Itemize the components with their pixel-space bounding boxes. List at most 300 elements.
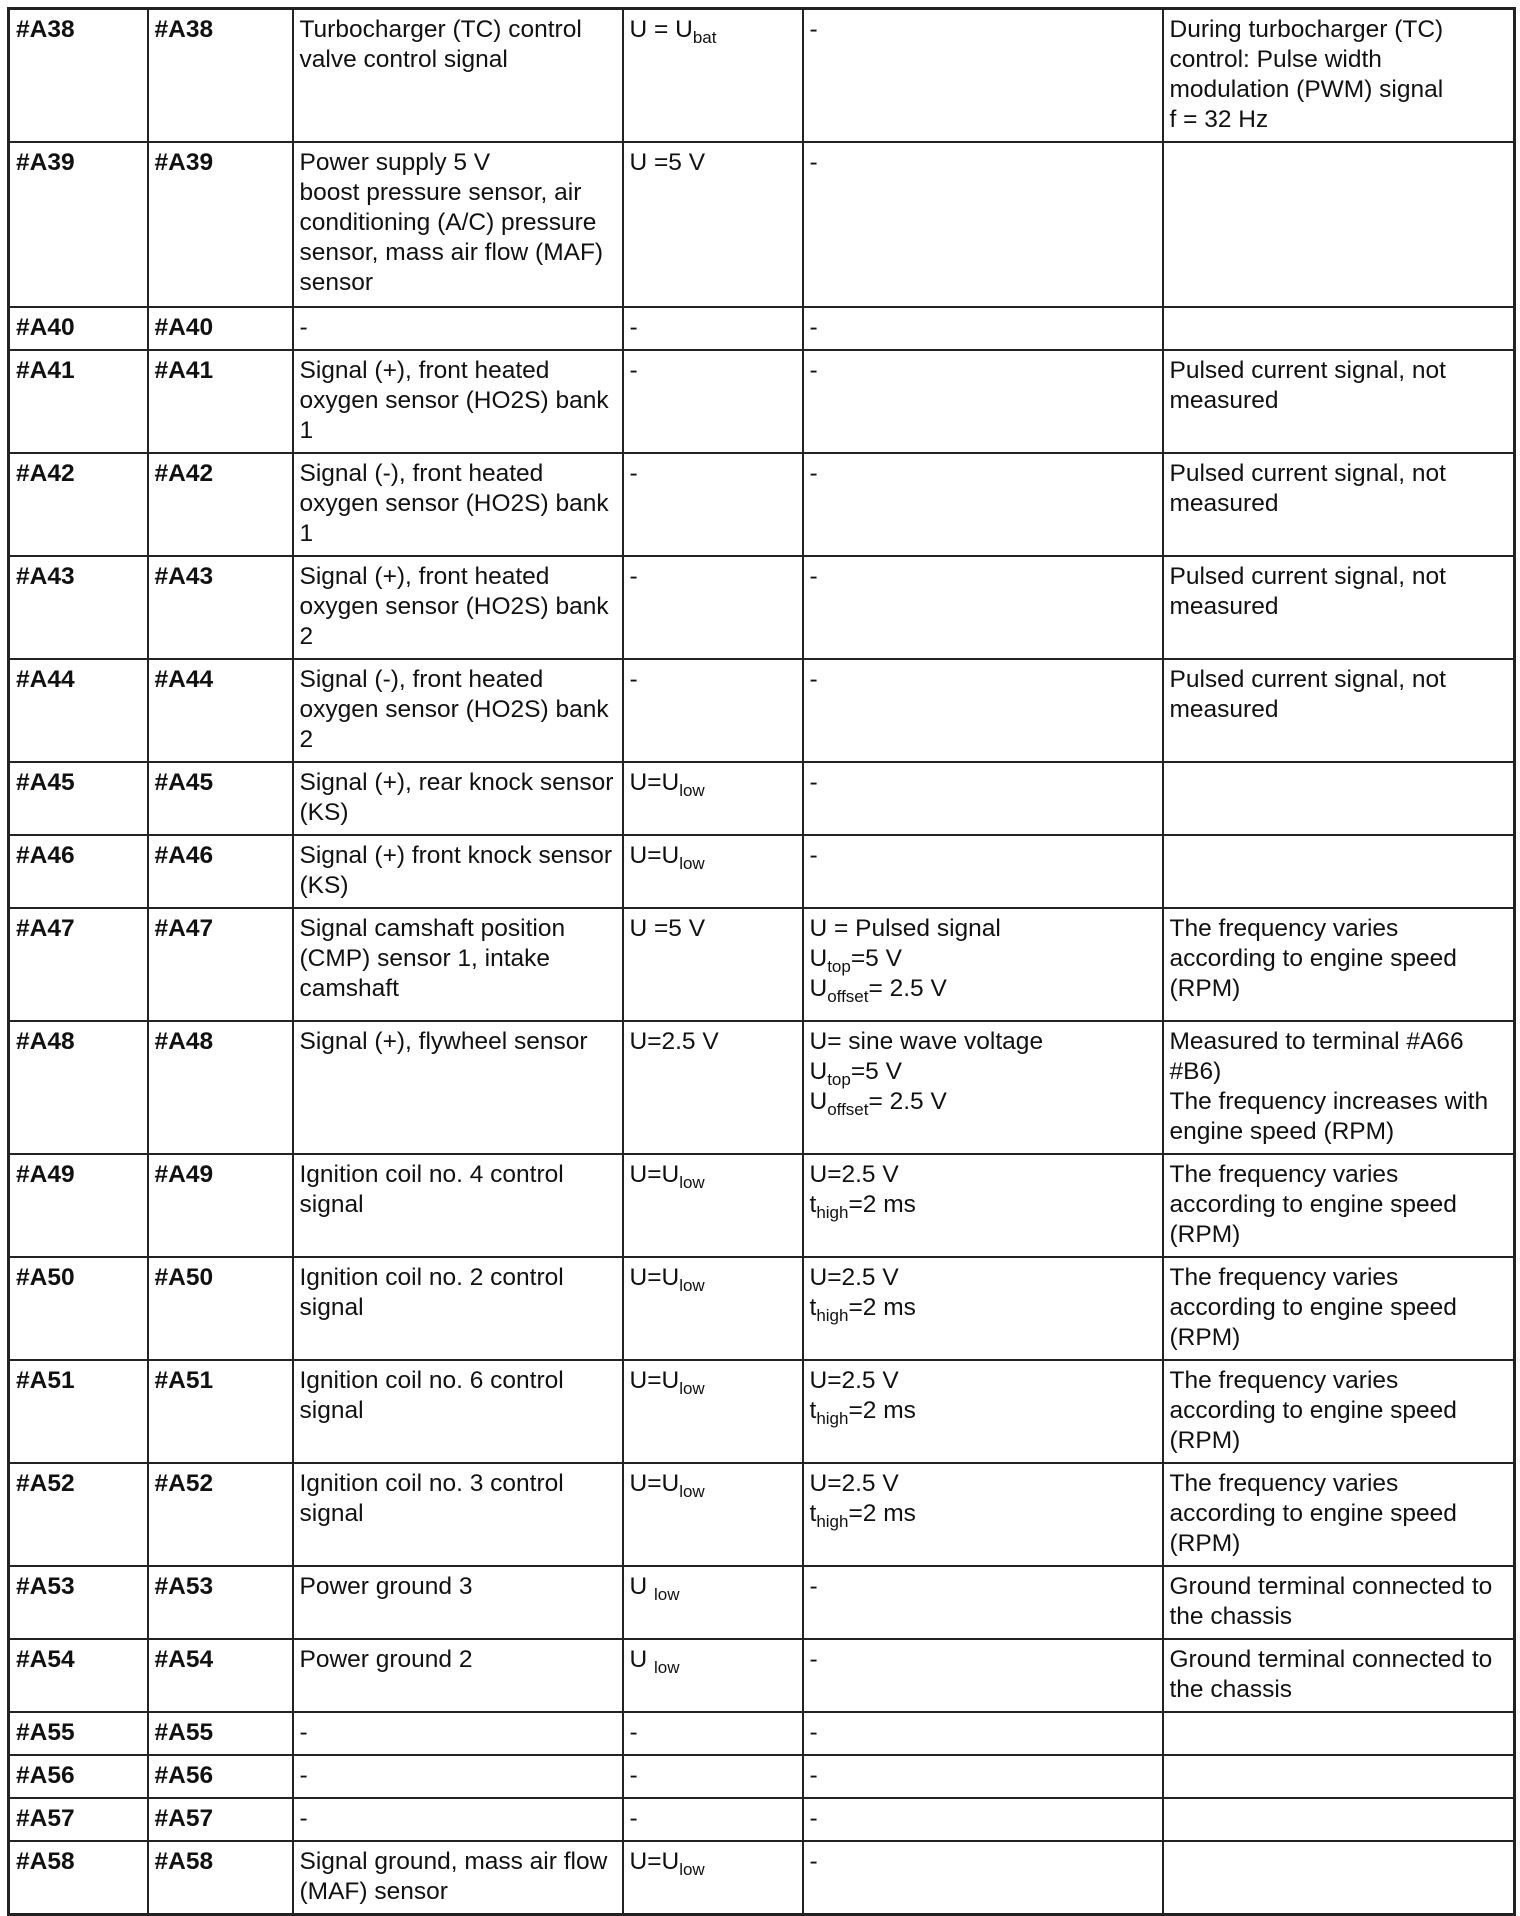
description-text: Power ground 2 [299, 1646, 473, 1673]
signal-line [810, 1087, 1156, 1117]
voltage-value [630, 768, 796, 798]
signal-line-text: U [809, 945, 828, 972]
voltage-cell [623, 1841, 803, 1915]
description-text: Ignition coil no. 6 control signal [299, 1367, 564, 1424]
note-line: The frequency varies according to engine speed (RPM) [1169, 1264, 1457, 1351]
signal-line [810, 1263, 1156, 1293]
signal-line-subscript: high [816, 1512, 849, 1531]
voltage-value [630, 914, 796, 944]
signal-line-text: - [809, 563, 818, 590]
signal-line-suffix: =2 ms [848, 1191, 916, 1218]
voltage-value-text: U [629, 1646, 654, 1673]
voltage-cell [623, 762, 803, 835]
notes-cell [1163, 1360, 1515, 1463]
notes-cell [1163, 556, 1515, 659]
signal-line-text: U [809, 1058, 828, 1085]
pin-cell-2: #A58 [148, 1841, 293, 1915]
signal-line [810, 562, 1156, 592]
voltage-value-text: - [629, 1805, 638, 1832]
description-cell [293, 1639, 623, 1712]
table-row [9, 1566, 1515, 1639]
table-row [9, 142, 1515, 307]
notes-cell [1163, 1566, 1515, 1639]
signal-line [810, 1027, 1156, 1057]
notes-cell [1163, 1257, 1515, 1360]
pin-cell: #A43 [9, 556, 148, 659]
table-row [9, 659, 1515, 762]
note-line: Pulsed current signal, not measured [1169, 563, 1446, 620]
signal-line [810, 665, 1156, 695]
voltage-value-text: U=U [629, 1848, 680, 1875]
signal-line-suffix: =2 ms [848, 1397, 916, 1424]
voltage-value [630, 1645, 796, 1675]
signal-line [810, 1847, 1156, 1877]
pin-cell-2: #A41 [148, 350, 293, 453]
pin-cell-2: #A47 [148, 908, 293, 1021]
note-line: Measured to terminal #A66 #B6) [1169, 1028, 1464, 1085]
pin-cell-2: #A40 [148, 307, 293, 350]
signal-line-text: t [809, 1294, 817, 1321]
pin-cell-2: #A43 [148, 556, 293, 659]
table-row [9, 307, 1515, 350]
description-cell [293, 1712, 623, 1755]
notes-cell [1163, 1798, 1515, 1841]
table-row [9, 1021, 1515, 1154]
description-text: Signal (-), front heated oxygen sensor (HO2S) bank 1 [299, 460, 609, 547]
signal-line [810, 1761, 1156, 1791]
signal-line-text: - [809, 1573, 818, 1600]
voltage-value-subscript: low [679, 781, 705, 800]
signal-cell [803, 659, 1163, 762]
signal-line-text: U=2.5 V [809, 1161, 899, 1188]
signal-line-text: U= sine wave voltage [809, 1028, 1044, 1055]
signal-line-text: - [809, 1719, 818, 1746]
description-cell [293, 762, 623, 835]
notes-cell [1163, 908, 1515, 1021]
voltage-value-subscript: low [679, 1173, 705, 1192]
description-extra-text: boost pressure sensor, air conditioning (A/C) pressure sensor, mass air flow (MAF) sensor [299, 179, 604, 296]
pin-cell-2: #A38 [148, 9, 293, 143]
signal-line [810, 1804, 1156, 1834]
voltage-value-subscript: low [679, 1860, 705, 1879]
description-text: Signal camshaft position (CMP) sensor 1, intake camshaft [299, 915, 566, 1002]
pin-table-container [7, 7, 1513, 1916]
signal-line [810, 1718, 1156, 1748]
signal-cell [803, 1360, 1163, 1463]
description-text: Power ground 3 [299, 1573, 473, 1600]
voltage-value [630, 459, 796, 489]
description-cell [293, 1841, 623, 1915]
notes-cell [1163, 1712, 1515, 1755]
signal-line-suffix: = 2.5 V [868, 975, 947, 1002]
voltage-value-text: U =5 V [629, 915, 706, 942]
voltage-value-subscript: low [679, 854, 705, 873]
signal-line-subscript: high [816, 1306, 849, 1325]
voltage-value-text: U=U [629, 1367, 680, 1394]
voltage-cell [623, 908, 803, 1021]
signal-line [810, 768, 1156, 798]
signal-cell [803, 762, 1163, 835]
pin-cell-2: #A51 [148, 1360, 293, 1463]
signal-cell [803, 1021, 1163, 1154]
table-row [9, 1755, 1515, 1798]
voltage-cell [623, 1755, 803, 1798]
description-cell [293, 307, 623, 350]
signal-line [810, 1469, 1156, 1499]
description-cell [293, 1021, 623, 1154]
voltage-value-text: U=U [629, 769, 680, 796]
note-line: The frequency increases with engine speed (RPM) [1169, 1088, 1489, 1145]
table-row [9, 762, 1515, 835]
description-text: Power supply 5 V [299, 149, 491, 176]
pin-cell: #A46 [9, 835, 148, 908]
signal-line-text: - [809, 1646, 818, 1673]
table-row [9, 350, 1515, 453]
voltage-value-text: U=2.5 V [629, 1028, 719, 1055]
pin-cell-2: #A46 [148, 835, 293, 908]
signal-line [810, 148, 1156, 178]
voltage-cell [623, 835, 803, 908]
signal-line-text: t [809, 1500, 817, 1527]
signal-cell [803, 1841, 1163, 1915]
pin-cell: #A40 [9, 307, 148, 350]
notes-cell [1163, 453, 1515, 556]
signal-line-text: - [809, 314, 818, 341]
voltage-value-text: - [629, 563, 638, 590]
pin-cell-2: #A49 [148, 1154, 293, 1257]
description-cell [293, 1154, 623, 1257]
description-cell [293, 1755, 623, 1798]
pin-cell: #A57 [9, 1798, 148, 1841]
pin-cell-2: #A50 [148, 1257, 293, 1360]
voltage-cell [623, 1798, 803, 1841]
pin-cell: #A42 [9, 453, 148, 556]
pin-cell: #A54 [9, 1639, 148, 1712]
description-cell [293, 659, 623, 762]
voltage-cell [623, 1639, 803, 1712]
note-line: The frequency varies according to engine speed (RPM) [1169, 915, 1457, 1002]
signal-line [810, 1160, 1156, 1190]
notes-cell [1163, 659, 1515, 762]
notes-cell [1163, 762, 1515, 835]
pin-cell: #A55 [9, 1712, 148, 1755]
signal-line-suffix: =2 ms [848, 1500, 916, 1527]
pin-cell-2: #A42 [148, 453, 293, 556]
note-line: Pulsed current signal, not measured [1169, 357, 1446, 414]
voltage-value-text: U [629, 1573, 654, 1600]
note-line: Ground terminal connected to the chassis [1169, 1573, 1493, 1630]
pin-cell: #A56 [9, 1755, 148, 1798]
description-cell [293, 350, 623, 453]
signal-line-suffix: = 2.5 V [868, 1088, 947, 1115]
description-cell [293, 453, 623, 556]
signal-cell [803, 1798, 1163, 1841]
note-line: f = 32 Hz [1169, 106, 1269, 133]
signal-line [810, 1190, 1156, 1220]
note-line: The frequency varies according to engine speed (RPM) [1169, 1161, 1457, 1248]
table-row [9, 835, 1515, 908]
signal-line-suffix: =5 V [850, 1058, 902, 1085]
voltage-value [630, 1366, 796, 1396]
signal-line [810, 15, 1156, 45]
signal-cell [803, 307, 1163, 350]
notes-cell [1163, 835, 1515, 908]
pin-cell-2: #A39 [148, 142, 293, 307]
description-text: Signal (+) front knock sensor (KS) [299, 842, 613, 899]
description-text: Signal (-), front heated oxygen sensor (HO2S) bank 2 [299, 666, 609, 753]
voltage-value [630, 1847, 796, 1877]
pin-cell-2: #A44 [148, 659, 293, 762]
signal-line-text: U = Pulsed signal [809, 915, 1001, 942]
note-line: The frequency varies according to engine speed (RPM) [1169, 1367, 1457, 1454]
pin-cell-2: #A48 [148, 1021, 293, 1154]
signal-line [810, 1499, 1156, 1529]
signal-cell [803, 835, 1163, 908]
voltage-value-text: U=U [629, 842, 680, 869]
description-cell [293, 835, 623, 908]
voltage-value [630, 841, 796, 871]
voltage-cell [623, 1154, 803, 1257]
pin-cell: #A58 [9, 1841, 148, 1915]
pin-cell-2: #A54 [148, 1639, 293, 1712]
signal-cell [803, 908, 1163, 1021]
table-row [9, 1360, 1515, 1463]
description-cell [293, 908, 623, 1021]
voltage-value-text: - [629, 314, 638, 341]
voltage-value-text: - [629, 1762, 638, 1789]
signal-line-subscript: high [816, 1203, 849, 1222]
note-line: During turbocharger (TC) control: Pulse width modulation (PWM) signal [1169, 16, 1444, 103]
pin-cell: #A52 [9, 1463, 148, 1566]
voltage-cell [623, 307, 803, 350]
signal-line-suffix: =5 V [850, 945, 902, 972]
description-text: Ignition coil no. 4 control signal [299, 1161, 564, 1218]
voltage-cell [623, 1360, 803, 1463]
pin-cell: #A48 [9, 1021, 148, 1154]
pin-cell: #A50 [9, 1257, 148, 1360]
signal-line [810, 1366, 1156, 1396]
table-row [9, 1154, 1515, 1257]
voltage-value-subscript: low [679, 1276, 705, 1295]
signal-line [810, 944, 1156, 974]
table-row [9, 453, 1515, 556]
notes-cell [1163, 1755, 1515, 1798]
signal-line [810, 841, 1156, 871]
signal-line-subscript: top [827, 1070, 851, 1089]
signal-cell [803, 556, 1163, 659]
voltage-cell [623, 1566, 803, 1639]
description-cell [293, 556, 623, 659]
signal-line [810, 914, 1156, 944]
table-row [9, 1463, 1515, 1566]
description-text: Ignition coil no. 3 control signal [299, 1470, 564, 1527]
pin-table-body [9, 9, 1515, 1915]
signal-line-text: - [809, 842, 818, 869]
signal-line [810, 459, 1156, 489]
table-row [9, 1841, 1515, 1915]
voltage-value [630, 1572, 796, 1602]
description-text: Signal (+), front heated oxygen sensor (HO2S) bank 1 [299, 357, 609, 444]
pin-table [7, 7, 1516, 1916]
signal-cell [803, 1154, 1163, 1257]
pin-cell: #A51 [9, 1360, 148, 1463]
signal-line-subscript: top [827, 957, 851, 976]
signal-line [810, 1396, 1156, 1426]
notes-cell [1163, 1154, 1515, 1257]
description-text: Signal (+), front heated oxygen sensor (HO2S) bank 2 [299, 563, 609, 650]
signal-line [810, 1572, 1156, 1602]
signal-line-text: - [809, 1762, 818, 1789]
pin-cell: #A49 [9, 1154, 148, 1257]
voltage-value-subscript: low [654, 1585, 680, 1604]
pin-cell: #A47 [9, 908, 148, 1021]
voltage-cell [623, 1257, 803, 1360]
voltage-value [630, 1027, 796, 1057]
notes-cell [1163, 350, 1515, 453]
notes-cell [1163, 307, 1515, 350]
pin-cell-2: #A45 [148, 762, 293, 835]
signal-cell [803, 9, 1163, 143]
voltage-cell [623, 1021, 803, 1154]
signal-line-text: - [809, 1848, 818, 1875]
voltage-value-subscript: bat [692, 28, 717, 47]
signal-line-suffix: =2 ms [848, 1294, 916, 1321]
pin-cell-2: #A56 [148, 1755, 293, 1798]
note-line: Pulsed current signal, not measured [1169, 460, 1446, 517]
signal-line [810, 313, 1156, 343]
description-cell [293, 1360, 623, 1463]
pin-cell-2: #A57 [148, 1798, 293, 1841]
signal-cell [803, 350, 1163, 453]
signal-cell [803, 1712, 1163, 1755]
description-text: - [299, 314, 308, 341]
pin-cell: #A53 [9, 1566, 148, 1639]
pin-cell-2: #A53 [148, 1566, 293, 1639]
voltage-value-text: U=U [629, 1264, 680, 1291]
notes-cell [1163, 1639, 1515, 1712]
voltage-cell [623, 350, 803, 453]
signal-line-text: t [809, 1397, 817, 1424]
voltage-value-text: - [629, 460, 638, 487]
description-text: Ignition coil no. 2 control signal [299, 1264, 564, 1321]
table-row [9, 1712, 1515, 1755]
voltage-value-text: U=U [629, 1161, 680, 1188]
voltage-value-text: U = U [629, 16, 693, 43]
table-row [9, 556, 1515, 659]
signal-cell [803, 453, 1163, 556]
pin-cell: #A44 [9, 659, 148, 762]
signal-line-text: U=2.5 V [809, 1264, 899, 1291]
voltage-cell [623, 1712, 803, 1755]
signal-line-text: - [809, 149, 818, 176]
pin-cell-2: #A52 [148, 1463, 293, 1566]
signal-line [810, 356, 1156, 386]
pin-cell: #A41 [9, 350, 148, 453]
signal-line-text: U=2.5 V [809, 1470, 899, 1497]
voltage-value-text: U =5 V [629, 149, 706, 176]
voltage-value-text: - [629, 666, 638, 693]
signal-line [810, 1293, 1156, 1323]
description-text: Turbocharger (TC) control valve control signal [299, 16, 582, 73]
voltage-value [630, 313, 796, 343]
table-row [9, 1639, 1515, 1712]
voltage-value [630, 148, 796, 178]
table-row [9, 9, 1515, 143]
notes-cell [1163, 1463, 1515, 1566]
table-row [9, 1257, 1515, 1360]
voltage-value [630, 665, 796, 695]
voltage-value-text: - [629, 357, 638, 384]
notes-cell [1163, 1021, 1515, 1154]
voltage-cell [623, 659, 803, 762]
signal-cell [803, 1463, 1163, 1566]
description-cell [293, 142, 623, 307]
signal-line-text: U=2.5 V [809, 1367, 899, 1394]
voltage-cell [623, 453, 803, 556]
signal-line-text: U [809, 975, 828, 1002]
voltage-value-text: U=U [629, 1470, 680, 1497]
voltage-cell [623, 9, 803, 143]
voltage-value [630, 1761, 796, 1791]
signal-line-text: - [809, 357, 818, 384]
notes-cell [1163, 142, 1515, 307]
signal-line-text: U [809, 1088, 828, 1115]
voltage-value [630, 1718, 796, 1748]
note-line: The frequency varies according to engine speed (RPM) [1169, 1470, 1457, 1557]
pin-cell: #A38 [9, 9, 148, 143]
description-text: - [299, 1762, 308, 1789]
voltage-value [630, 1263, 796, 1293]
note-line: Ground terminal connected to the chassis [1169, 1646, 1493, 1703]
voltage-cell [623, 556, 803, 659]
notes-cell [1163, 9, 1515, 143]
note-line: Pulsed current signal, not measured [1169, 666, 1446, 723]
description-text: - [299, 1719, 308, 1746]
signal-line-text: - [809, 769, 818, 796]
description-text: Signal ground, mass air flow (MAF) sensor [299, 1848, 608, 1905]
voltage-value [630, 562, 796, 592]
signal-cell [803, 1639, 1163, 1712]
description-text: Signal (+), flywheel sensor [299, 1028, 588, 1055]
voltage-value [630, 356, 796, 386]
signal-line-text: - [809, 666, 818, 693]
description-cell [293, 1798, 623, 1841]
description-text: Signal (+), rear knock sensor (KS) [299, 769, 614, 826]
pin-cell: #A45 [9, 762, 148, 835]
pin-cell-2: #A55 [148, 1712, 293, 1755]
signal-line [810, 1057, 1156, 1087]
voltage-value-subscript: low [654, 1658, 680, 1677]
voltage-value [630, 1804, 796, 1834]
signal-cell [803, 1755, 1163, 1798]
voltage-value [630, 15, 796, 45]
table-row [9, 1798, 1515, 1841]
notes-cell [1163, 1841, 1515, 1915]
description-text: - [299, 1805, 308, 1832]
signal-line-text: - [809, 1805, 818, 1832]
description-cell [293, 9, 623, 143]
voltage-cell [623, 142, 803, 307]
description-cell [293, 1257, 623, 1360]
description-cell [293, 1463, 623, 1566]
signal-line [810, 974, 1156, 1004]
description-cell [293, 1566, 623, 1639]
signal-line-text: - [809, 16, 818, 43]
voltage-value-subscript: low [679, 1379, 705, 1398]
signal-cell [803, 142, 1163, 307]
signal-cell [803, 1257, 1163, 1360]
signal-line-subscript: high [816, 1409, 849, 1428]
